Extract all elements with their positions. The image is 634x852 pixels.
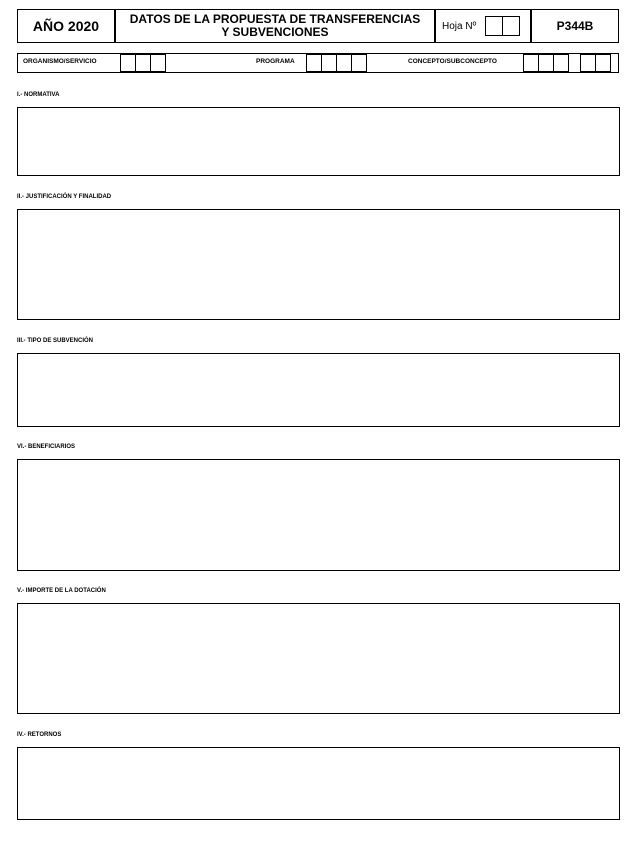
section-label-tipo-subvencion: III.- TIPO DE SUBVENCIÓN	[17, 338, 94, 344]
programa-cell[interactable]	[351, 54, 367, 72]
subconcepto-cells[interactable]	[581, 54, 611, 72]
section-box-normativa[interactable]	[17, 107, 620, 176]
form-code: P344B	[556, 19, 594, 33]
programa-cells[interactable]	[307, 54, 367, 72]
sheet-number-label: Hoja Nº	[442, 20, 477, 32]
sheet-number-box	[435, 9, 531, 43]
section-box-justificacion[interactable]	[17, 209, 620, 320]
section-box-beneficiarios[interactable]	[17, 459, 620, 571]
section-label-normativa: I.- NORMATIVA	[17, 92, 60, 98]
sheet-number-cell[interactable]	[502, 16, 520, 36]
section-box-retornos[interactable]	[17, 747, 620, 820]
sheet-number-cells[interactable]	[486, 16, 520, 36]
concepto-cells[interactable]	[524, 54, 569, 72]
concepto-cell[interactable]	[538, 54, 554, 72]
concepto-cell[interactable]	[523, 54, 539, 72]
form-title-line1: DATOS DE LA PROPUESTA DE TRANSFERENCIAS	[129, 12, 421, 26]
form-title	[115, 9, 435, 43]
subconcepto-cell[interactable]	[580, 54, 596, 72]
sheet-number-cell[interactable]	[485, 16, 503, 36]
year-text: AÑO 2020	[32, 18, 100, 34]
subconcepto-cell[interactable]	[595, 54, 611, 72]
programa-label: PROGRAMA	[256, 58, 295, 65]
section-label-justificacion: II.- JUSTIFICACIÓN Y FINALIDAD	[17, 194, 112, 200]
organismo-cell[interactable]	[135, 54, 151, 72]
organismo-cell[interactable]	[150, 54, 166, 72]
section-box-tipo-subvencion[interactable]	[17, 353, 620, 427]
section-label-beneficiarios: VI.- BENEFICIARIOS	[17, 444, 76, 450]
section-label-retornos: IV.- RETORNOS	[17, 732, 62, 738]
organismo-label: ORGANISMO/SERVICIO	[23, 58, 97, 65]
codes-row	[17, 53, 619, 73]
programa-cell[interactable]	[321, 54, 337, 72]
year-box	[17, 9, 115, 43]
section-label-importe: V.- IMPORTE DE LA DOTACIÓN	[17, 588, 106, 594]
concepto-label: CONCEPTO/SUBCONCEPTO	[408, 58, 497, 65]
organismo-cells[interactable]	[121, 54, 166, 72]
programa-cell[interactable]	[306, 54, 322, 72]
organismo-cell[interactable]	[120, 54, 136, 72]
section-box-importe[interactable]	[17, 603, 620, 714]
form-title-line2: Y SUBVENCIONES	[221, 25, 329, 39]
form-code-box	[531, 9, 619, 43]
concepto-cell[interactable]	[553, 54, 569, 72]
programa-cell[interactable]	[336, 54, 352, 72]
